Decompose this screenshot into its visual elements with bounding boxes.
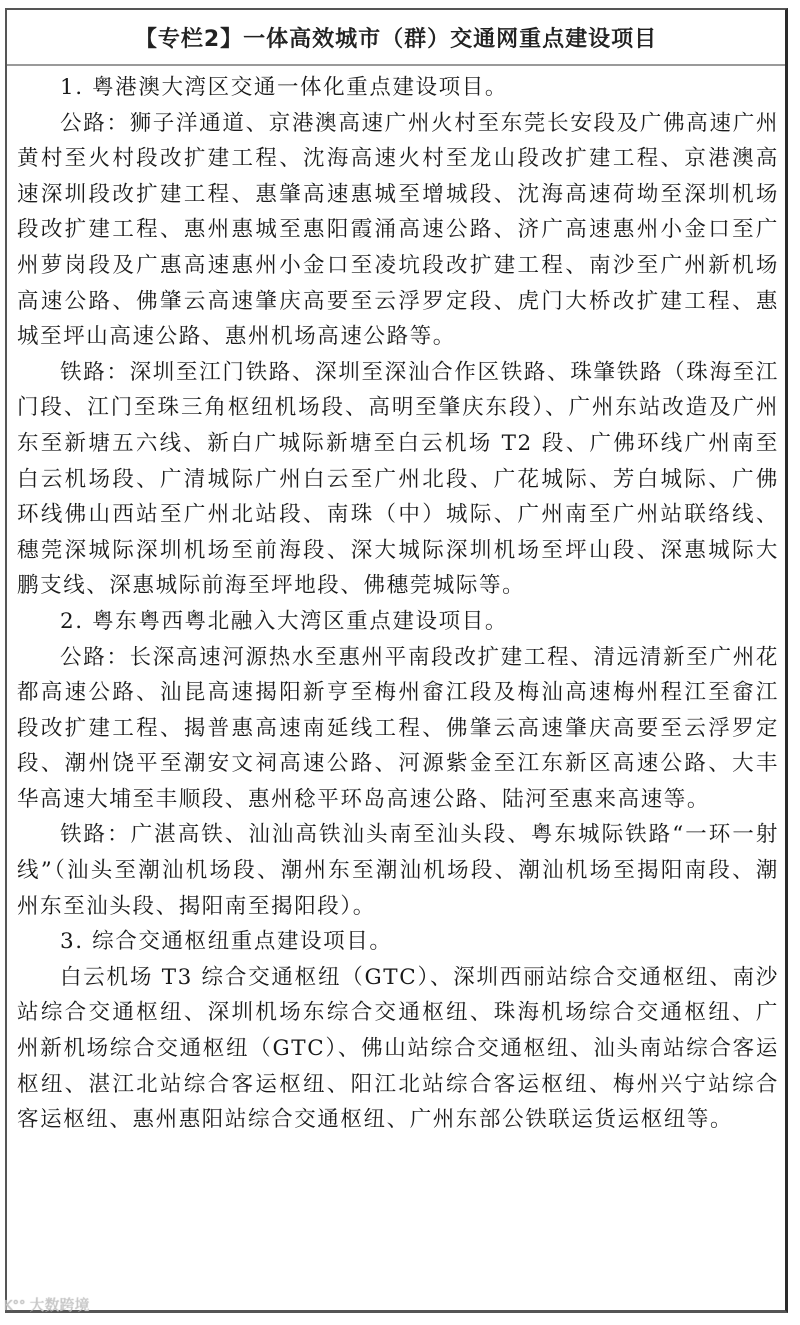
logo-icon: K°° xyxy=(4,1299,26,1314)
watermark-text: 大数跨境 xyxy=(29,1296,90,1314)
section-heading: 2. 粤东粤西粤北融入大湾区重点建设项目。 xyxy=(60,608,508,634)
column-box xyxy=(5,8,788,1313)
section-heading: 1. 粤港澳大湾区交通一体化重点建设项目。 xyxy=(60,75,508,100)
box-header xyxy=(7,10,785,66)
section-paragraph-highway: 公路：狮子洋通道、京港澳高速广州火村至东莞长安段及广佛高速广州黄村至火村段改扩建工程、沈海高速火村至龙山段改扩建工程、京港澳高速深圳段改扩建工程、惠肇高速惠城至增城段、沈海高速荷坳至深圳机场段改扩建工程、惠州惠城至惠阳霞涌高速公路、济广高速惠州小金口至广州萝岗段及广惠高速惠州小金口至凌坑段改扩建工程、南沙至广州新机场高速公路、佛肇云高速肇庆高要至云浮罗定段、虎门大桥改扩建工程、惠城至坪山高速公路、惠州机场高速公路等。 xyxy=(17,110,779,350)
box-body xyxy=(7,66,785,1138)
section-heading: 3. 综合交通枢纽重点建设项目。 xyxy=(60,929,393,955)
box-title: 【专栏2】一体高效城市（群）交通网重点建设项目 xyxy=(134,26,658,52)
section-paragraph-railway: 铁路：深圳至江门铁路、深圳至深汕合作区铁路、珠肇铁路（珠海至江门段、江门至珠三角枢纽机场段、高明至肇庆东段）、广州东站改造及广州东至新塘五六线、新白广城际新塘至白云机场 T2 段、广佛环线广州南至白云机场段、广清城际广州白云至广州北段、广花城际、芳白城际、广佛环线佛山西站至广州北站段、南珠（中）城际、广州南至广州站联络线、穗莞深城际深圳机场至前海段、深大城际深圳机场至坪山段、深惠城际大鹏支线、深惠城际前海至坪地段、佛穗莞城际等。 xyxy=(17,359,779,599)
section-paragraph-hubs: 白云机场 T3 综合交通枢纽（GTC）、深圳西丽站综合交通枢纽、南沙站综合交通枢纽、深圳机场东综合交通枢纽、珠海机场综合交通枢纽、广州新机场综合交通枢纽（GTC）、佛山站综合交通枢纽、汕头南站综合客运枢纽、湛江北站综合客运枢纽、阳江北站综合客运枢纽、梅州兴宁站综合客运枢纽、惠州惠阳站综合交通枢纽、广州东部公铁联运货运枢纽等。 xyxy=(17,964,779,1133)
section-1 xyxy=(17,70,779,604)
section-paragraph-highway: 公路：长深高速河源热水至惠州平南段改扩建工程、清远清新至广州花都高速公路、汕昆高速揭阳新亨至梅州畲江段及梅汕高速梅州程江至畲江段改扩建工程、揭普惠高速南延线工程、佛肇云高速肇庆高要至云浮罗定段、潮州饶平至潮安文祠高速公路、河源紫金至江东新区高速公路、大丰华高速大埔至丰顺段、惠州稔平环岛高速公路、陆河至惠来高速等。 xyxy=(17,644,779,812)
section-paragraph-railway: 铁路：广湛高铁、汕汕高铁汕头南至汕头段、粤东城际铁路“一环一射线”（汕头至潮汕机场段、潮州东至潮汕机场段、潮汕机场至揭阳南段、潮州东至汕头段、揭阳南至揭阳段）。 xyxy=(17,822,779,919)
section-3 xyxy=(17,924,779,1138)
section-2 xyxy=(17,604,779,924)
watermark xyxy=(4,1294,90,1315)
